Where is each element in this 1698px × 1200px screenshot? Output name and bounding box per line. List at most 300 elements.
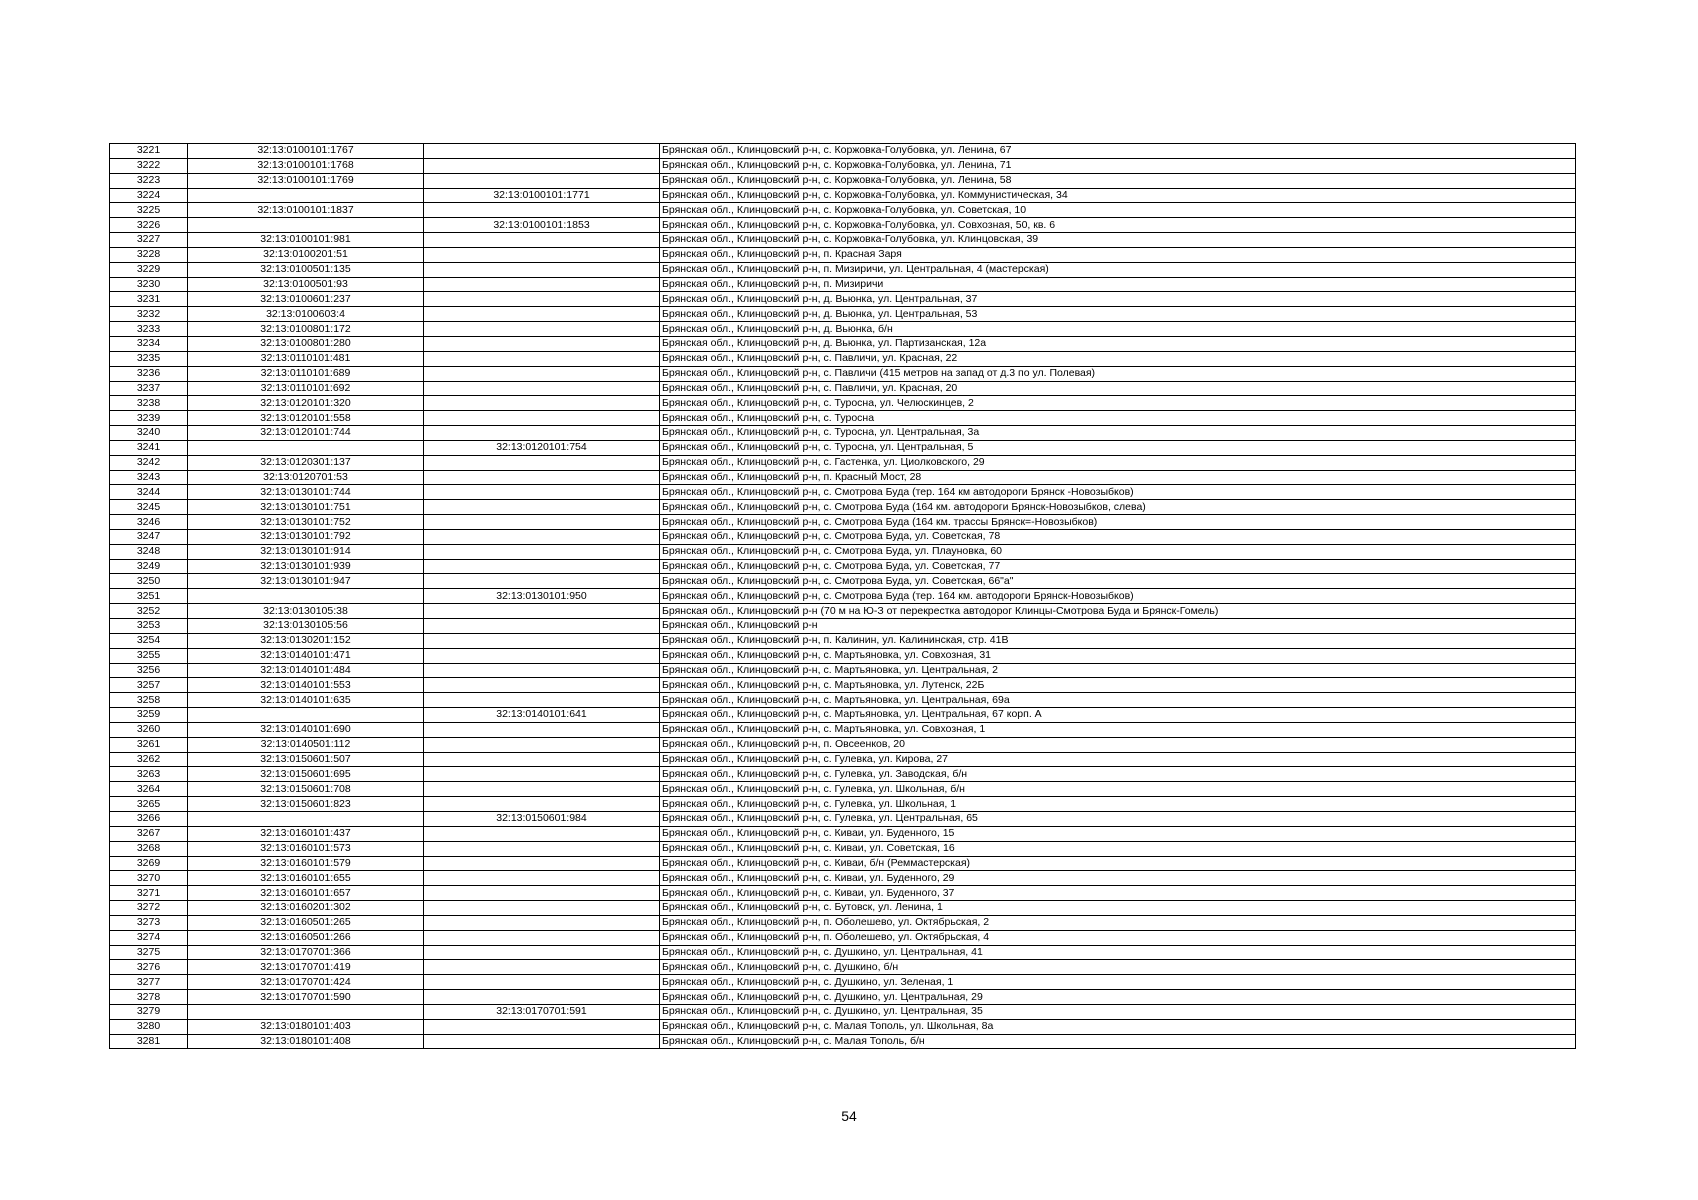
table-row: [110, 1034, 1576, 1049]
address-cell: Брянская обл., Клинцовский р-н, с. Киваи, ул. Буденного, 29: [660, 871, 1576, 886]
cadastral-number-alt-cell: [424, 515, 660, 530]
row-number-cell: 3246: [110, 515, 188, 530]
address-cell: Брянская обл., Клинцовский р-н, с. Туросна: [660, 411, 1576, 426]
cadastral-number-alt-cell: [424, 930, 660, 945]
row-number-cell: 3232: [110, 307, 188, 322]
cadastral-number-alt-cell: 32:13:0150601:984: [424, 811, 660, 826]
table-row: [110, 426, 1576, 441]
address-cell: Брянская обл., Клинцовский р-н, с. Гулевка, ул. Заводская, б/н: [660, 767, 1576, 782]
cadastral-number-cell: [188, 440, 424, 455]
row-number-cell: 3271: [110, 886, 188, 901]
cadastral-number-alt-cell: 32:13:0170701:591: [424, 1004, 660, 1019]
cadastral-number-alt-cell: [424, 485, 660, 500]
row-number-cell: 3248: [110, 544, 188, 559]
cadastral-number-cell: 32:13:0140101:690: [188, 722, 424, 737]
row-number-cell: 3257: [110, 678, 188, 693]
table-row: [110, 663, 1576, 678]
cadastral-number-alt-cell: [424, 915, 660, 930]
table-row: [110, 619, 1576, 634]
table-row: [110, 455, 1576, 470]
table-row: [110, 782, 1576, 797]
address-cell: Брянская обл., Клинцовский р-н, п. Оболешево, ул. Октябрьская, 4: [660, 930, 1576, 945]
cadastral-number-alt-cell: [424, 990, 660, 1005]
row-number-cell: 3255: [110, 648, 188, 663]
cadastral-number-cell: 32:13:0130105:38: [188, 604, 424, 619]
cadastral-number-alt-cell: [424, 737, 660, 752]
cadastral-number-cell: 32:13:0100201:51: [188, 247, 424, 262]
cadastral-number-alt-cell: [424, 663, 660, 678]
row-number-cell: 3251: [110, 589, 188, 604]
registry-table-body: [110, 144, 1576, 1049]
row-number-cell: 3280: [110, 1019, 188, 1034]
cadastral-number-cell: 32:13:0170701:366: [188, 945, 424, 960]
cadastral-number-alt-cell: 32:13:0120101:754: [424, 440, 660, 455]
cadastral-number-cell: 32:13:0100501:93: [188, 277, 424, 292]
table-row: [110, 470, 1576, 485]
cadastral-number-cell: 32:13:0130201:152: [188, 633, 424, 648]
row-number-cell: 3253: [110, 619, 188, 634]
table-row: [110, 722, 1576, 737]
address-cell: Брянская обл., Клинцовский р-н, с. Гулевка, ул. Школьная, 1: [660, 797, 1576, 812]
cadastral-number-alt-cell: [424, 500, 660, 515]
table-row: [110, 203, 1576, 218]
cadastral-number-alt-cell: [424, 426, 660, 441]
row-number-cell: 3247: [110, 529, 188, 544]
row-number-cell: 3276: [110, 960, 188, 975]
cadastral-number-alt-cell: [424, 722, 660, 737]
address-cell: Брянская обл., Клинцовский р-н, с. Мартьяновка, ул. Центральная, 67 корп. А: [660, 708, 1576, 723]
cadastral-number-cell: 32:13:0100501:135: [188, 262, 424, 277]
cadastral-number-cell: 32:13:0100101:1768: [188, 158, 424, 173]
table-row: [110, 559, 1576, 574]
cadastral-number-alt-cell: [424, 574, 660, 589]
table-row: [110, 233, 1576, 248]
cadastral-number-cell: 32:13:0140501:112: [188, 737, 424, 752]
cadastral-number-cell: 32:13:0180101:403: [188, 1019, 424, 1034]
cadastral-number-alt-cell: 32:13:0100101:1853: [424, 218, 660, 233]
table-row: [110, 678, 1576, 693]
cadastral-number-alt-cell: [424, 307, 660, 322]
address-cell: Брянская обл., Клинцовский р-н, с. Туросна, ул. Челюскинцев, 2: [660, 396, 1576, 411]
cadastral-number-cell: 32:13:0160101:655: [188, 871, 424, 886]
table-row: [110, 975, 1576, 990]
cadastral-number-cell: 32:13:0170701:590: [188, 990, 424, 1005]
address-cell: Брянская обл., Клинцовский р-н, п. Красная Заря: [660, 247, 1576, 262]
row-number-cell: 3242: [110, 455, 188, 470]
table-row: [110, 915, 1576, 930]
cadastral-number-cell: 32:13:0100101:981: [188, 233, 424, 248]
address-cell: Брянская обл., Клинцовский р-н, с. Смотрова Буда (164 км. трассы Брянск=-Новозыбков): [660, 515, 1576, 530]
row-number-cell: 3279: [110, 1004, 188, 1019]
cadastral-number-cell: [188, 218, 424, 233]
cadastral-number-alt-cell: [424, 336, 660, 351]
address-cell: Брянская обл., Клинцовский р-н, с. Коржовка-Голубовка, ул. Клинцовская, 39: [660, 233, 1576, 248]
row-number-cell: 3267: [110, 826, 188, 841]
row-number-cell: 3244: [110, 485, 188, 500]
address-cell: Брянская обл., Клинцовский р-н, с. Коржовка-Голубовка, ул. Советская, 10: [660, 203, 1576, 218]
address-cell: Брянская обл., Клинцовский р-н, п. Оболешево, ул. Октябрьская, 2: [660, 915, 1576, 930]
row-number-cell: 3269: [110, 856, 188, 871]
cadastral-number-alt-cell: 32:13:0100101:1771: [424, 188, 660, 203]
address-cell: Брянская обл., Клинцовский р-н, с. Мартьяновка, ул. Центральная, 2: [660, 663, 1576, 678]
cadastral-number-cell: 32:13:0120701:53: [188, 470, 424, 485]
cadastral-number-cell: 32:13:0100603:4: [188, 307, 424, 322]
address-cell: Брянская обл., Клинцовский р-н (70 м на Ю-З от перекрестка автодорог Клинцы-Смотрова Буда и Брянск-Гомель): [660, 604, 1576, 619]
cadastral-number-cell: [188, 589, 424, 604]
cadastral-number-cell: 32:13:0130101:752: [188, 515, 424, 530]
cadastral-number-cell: 32:13:0170701:419: [188, 960, 424, 975]
cadastral-number-alt-cell: [424, 901, 660, 916]
table-row: [110, 544, 1576, 559]
cadastral-number-cell: 32:13:0100801:280: [188, 336, 424, 351]
cadastral-number-alt-cell: [424, 381, 660, 396]
cadastral-number-cell: 32:13:0140101:635: [188, 693, 424, 708]
row-number-cell: 3226: [110, 218, 188, 233]
address-cell: Брянская обл., Клинцовский р-н, с. Коржовка-Голубовка, ул. Коммунистическая, 34: [660, 188, 1576, 203]
row-number-cell: 3254: [110, 633, 188, 648]
registry-table: [109, 143, 1576, 1049]
cadastral-number-cell: 32:13:0130101:939: [188, 559, 424, 574]
table-row: [110, 648, 1576, 663]
row-number-cell: 3265: [110, 797, 188, 812]
table-row: [110, 292, 1576, 307]
row-number-cell: 3225: [110, 203, 188, 218]
cadastral-number-cell: 32:13:0160501:266: [188, 930, 424, 945]
address-cell: Брянская обл., Клинцовский р-н, с. Мартьяновка, ул. Лутенск, 22Б: [660, 678, 1576, 693]
table-row: [110, 604, 1576, 619]
cadastral-number-cell: 32:13:0170701:424: [188, 975, 424, 990]
table-row: [110, 856, 1576, 871]
cadastral-number-alt-cell: [424, 1034, 660, 1049]
table-row: [110, 1004, 1576, 1019]
cadastral-number-cell: 32:13:0160101:579: [188, 856, 424, 871]
address-cell: Брянская обл., Клинцовский р-н, с. Киваи, ул. Буденного, 37: [660, 886, 1576, 901]
row-number-cell: 3235: [110, 351, 188, 366]
cadastral-number-cell: 32:13:0140101:553: [188, 678, 424, 693]
address-cell: Брянская обл., Клинцовский р-н, с. Туросна, ул. Центральная, 5: [660, 440, 1576, 455]
table-row: [110, 930, 1576, 945]
cadastral-number-cell: 32:13:0100101:1837: [188, 203, 424, 218]
table-row: [110, 307, 1576, 322]
address-cell: Брянская обл., Клинцовский р-н, с. Смотрова Буда (тер. 164 км автодороги Брянск -Новозыбков): [660, 485, 1576, 500]
table-row: [110, 797, 1576, 812]
cadastral-number-cell: [188, 1004, 424, 1019]
cadastral-number-alt-cell: [424, 351, 660, 366]
row-number-cell: 3227: [110, 233, 188, 248]
address-cell: Брянская обл., Клинцовский р-н, с. Малая Тополь, б/н: [660, 1034, 1576, 1049]
cadastral-number-cell: 32:13:0120101:558: [188, 411, 424, 426]
table-row: [110, 485, 1576, 500]
address-cell: Брянская обл., Клинцовский р-н, с. Душкино, ул. Зеленая, 1: [660, 975, 1576, 990]
row-number-cell: 3221: [110, 144, 188, 159]
row-number-cell: 3228: [110, 247, 188, 262]
cadastral-number-alt-cell: [424, 262, 660, 277]
row-number-cell: 3275: [110, 945, 188, 960]
row-number-cell: 3262: [110, 752, 188, 767]
cadastral-number-cell: 32:13:0160101:573: [188, 841, 424, 856]
table-row: [110, 277, 1576, 292]
row-number-cell: 3229: [110, 262, 188, 277]
cadastral-number-alt-cell: 32:13:0140101:641: [424, 708, 660, 723]
row-number-cell: 3236: [110, 366, 188, 381]
cadastral-number-cell: 32:13:0100101:1767: [188, 144, 424, 159]
row-number-cell: 3231: [110, 292, 188, 307]
cadastral-number-alt-cell: [424, 411, 660, 426]
address-cell: Брянская обл., Клинцовский р-н, с. Гулевка, ул. Центральная, 65: [660, 811, 1576, 826]
cadastral-number-cell: 32:13:0160101:657: [188, 886, 424, 901]
address-cell: Брянская обл., Клинцовский р-н: [660, 619, 1576, 634]
cadastral-number-alt-cell: [424, 678, 660, 693]
row-number-cell: 3266: [110, 811, 188, 826]
row-number-cell: 3258: [110, 693, 188, 708]
address-cell: Брянская обл., Клинцовский р-н, с. Киваи, ул. Буденного, 15: [660, 826, 1576, 841]
table-row: [110, 811, 1576, 826]
address-cell: Брянская обл., Клинцовский р-н, с. Бутовск, ул. Ленина, 1: [660, 901, 1576, 916]
table-row: [110, 826, 1576, 841]
cadastral-number-cell: 32:13:0110101:481: [188, 351, 424, 366]
row-number-cell: 3237: [110, 381, 188, 396]
cadastral-number-alt-cell: [424, 945, 660, 960]
table-row: [110, 173, 1576, 188]
cadastral-number-alt-cell: [424, 782, 660, 797]
cadastral-number-alt-cell: [424, 455, 660, 470]
cadastral-number-alt-cell: [424, 233, 660, 248]
address-cell: Брянская обл., Клинцовский р-н, с. Киваи, ул. Советская, 16: [660, 841, 1576, 856]
cadastral-number-alt-cell: [424, 619, 660, 634]
cadastral-number-cell: 32:13:0160101:437: [188, 826, 424, 841]
table-row: [110, 218, 1576, 233]
address-cell: Брянская обл., Клинцовский р-н, п. Мизиричи: [660, 277, 1576, 292]
cadastral-number-cell: 32:13:0130101:947: [188, 574, 424, 589]
row-number-cell: 3256: [110, 663, 188, 678]
address-cell: Брянская обл., Клинцовский р-н, с. Душкино, ул. Центральная, 35: [660, 1004, 1576, 1019]
address-cell: Брянская обл., Клинцовский р-н, с. Малая Тополь, ул. Школьная, 8а: [660, 1019, 1576, 1034]
cadastral-number-cell: 32:13:0130105:56: [188, 619, 424, 634]
address-cell: Брянская обл., Клинцовский р-н, с. Павличи, ул. Красная, 20: [660, 381, 1576, 396]
cadastral-number-alt-cell: [424, 826, 660, 841]
address-cell: Брянская обл., Клинцовский р-н, п. Красный Мост, 28: [660, 470, 1576, 485]
table-row: [110, 693, 1576, 708]
cadastral-number-cell: 32:13:0130101:914: [188, 544, 424, 559]
row-number-cell: 3272: [110, 901, 188, 916]
row-number-cell: 3233: [110, 322, 188, 337]
address-cell: Брянская обл., Клинцовский р-н, с. Смотрова Буда (тер. 164 км. автодороги Брянск-Новозыбков): [660, 589, 1576, 604]
address-cell: Брянская обл., Клинцовский р-н, с. Душкино, ул. Центральная, 29: [660, 990, 1576, 1005]
cadastral-number-alt-cell: [424, 975, 660, 990]
table-row: [110, 366, 1576, 381]
cadastral-number-alt-cell: [424, 203, 660, 218]
cadastral-number-alt-cell: [424, 693, 660, 708]
row-number-cell: 3277: [110, 975, 188, 990]
table-row: [110, 381, 1576, 396]
row-number-cell: 3252: [110, 604, 188, 619]
cadastral-number-alt-cell: [424, 158, 660, 173]
table-row: [110, 574, 1576, 589]
row-number-cell: 3230: [110, 277, 188, 292]
address-cell: Брянская обл., Клинцовский р-н, с. Душкино, ул. Центральная, 41: [660, 945, 1576, 960]
cadastral-number-cell: 32:13:0100801:172: [188, 322, 424, 337]
address-cell: Брянская обл., Клинцовский р-н, с. Мартьяновка, ул. Совхозная, 1: [660, 722, 1576, 737]
cadastral-number-alt-cell: [424, 767, 660, 782]
address-cell: Брянская обл., Клинцовский р-н, с. Гулевка, ул. Школьная, б/н: [660, 782, 1576, 797]
cadastral-number-alt-cell: [424, 797, 660, 812]
table-row: [110, 396, 1576, 411]
row-number-cell: 3274: [110, 930, 188, 945]
row-number-cell: 3224: [110, 188, 188, 203]
cadastral-number-alt-cell: [424, 1019, 660, 1034]
cadastral-number-cell: 32:13:0180101:408: [188, 1034, 424, 1049]
row-number-cell: 3239: [110, 411, 188, 426]
row-number-cell: 3223: [110, 173, 188, 188]
address-cell: Брянская обл., Клинцовский р-н, д. Вьюнка, б/н: [660, 322, 1576, 337]
table-row: [110, 440, 1576, 455]
address-cell: Брянская обл., Клинцовский р-н, с. Гастенка, ул. Циолковского, 29: [660, 455, 1576, 470]
cadastral-number-alt-cell: [424, 871, 660, 886]
row-number-cell: 3268: [110, 841, 188, 856]
row-number-cell: 3270: [110, 871, 188, 886]
row-number-cell: 3263: [110, 767, 188, 782]
cadastral-number-alt-cell: [424, 752, 660, 767]
address-cell: Брянская обл., Клинцовский р-н, с. Павличи (415 метров на запад от д.3 по ул. Полевая): [660, 366, 1576, 381]
table-row: [110, 158, 1576, 173]
row-number-cell: 3222: [110, 158, 188, 173]
cadastral-number-alt-cell: [424, 604, 660, 619]
cadastral-number-cell: 32:13:0160201:302: [188, 901, 424, 916]
table-row: [110, 708, 1576, 723]
cadastral-number-alt-cell: [424, 247, 660, 262]
cadastral-number-alt-cell: [424, 366, 660, 381]
address-cell: Брянская обл., Клинцовский р-н, с. Смотрова Буда, ул. Плауновка, 60: [660, 544, 1576, 559]
table-row: [110, 1019, 1576, 1034]
table-row: [110, 144, 1576, 159]
cadastral-number-alt-cell: [424, 322, 660, 337]
address-cell: Брянская обл., Клинцовский р-н, п. Овсеенков, 20: [660, 737, 1576, 752]
cadastral-number-cell: 32:13:0130101:751: [188, 500, 424, 515]
row-number-cell: 3264: [110, 782, 188, 797]
table-row: [110, 188, 1576, 203]
cadastral-number-cell: 32:13:0110101:689: [188, 366, 424, 381]
cadastral-number-cell: 32:13:0150601:708: [188, 782, 424, 797]
table-row: [110, 351, 1576, 366]
cadastral-number-cell: [188, 188, 424, 203]
address-cell: Брянская обл., Клинцовский р-н, с. Коржовка-Голубовка, ул. Совхозная, 50, кв. 6: [660, 218, 1576, 233]
cadastral-number-cell: 32:13:0130101:744: [188, 485, 424, 500]
cadastral-number-cell: 32:13:0140101:484: [188, 663, 424, 678]
address-cell: Брянская обл., Клинцовский р-н, с. Мартьяновка, ул. Совхозная, 31: [660, 648, 1576, 663]
row-number-cell: 3281: [110, 1034, 188, 1049]
cadastral-number-cell: 32:13:0150601:507: [188, 752, 424, 767]
address-cell: Брянская обл., Клинцовский р-н, д. Вьюнка, ул. Центральная, 37: [660, 292, 1576, 307]
address-cell: Брянская обл., Клинцовский р-н, с. Павличи, ул. Красная, 22: [660, 351, 1576, 366]
row-number-cell: 3278: [110, 990, 188, 1005]
row-number-cell: 3249: [110, 559, 188, 574]
row-number-cell: 3240: [110, 426, 188, 441]
row-number-cell: 3241: [110, 440, 188, 455]
table-row: [110, 515, 1576, 530]
row-number-cell: 3260: [110, 722, 188, 737]
cadastral-number-cell: 32:13:0100601:237: [188, 292, 424, 307]
cadastral-number-alt-cell: [424, 886, 660, 901]
row-number-cell: 3273: [110, 915, 188, 930]
row-number-cell: 3243: [110, 470, 188, 485]
address-cell: Брянская обл., Клинцовский р-н, с. Гулевка, ул. Кирова, 27: [660, 752, 1576, 767]
address-cell: Брянская обл., Клинцовский р-н, с. Душкино, б/н: [660, 960, 1576, 975]
cadastral-number-cell: 32:13:0110101:692: [188, 381, 424, 396]
address-cell: Брянская обл., Клинцовский р-н, с. Смотрова Буда (164 км. автодороги Брянск-Новозыбков, слева): [660, 500, 1576, 515]
row-number-cell: 3261: [110, 737, 188, 752]
cadastral-number-alt-cell: [424, 173, 660, 188]
cadastral-number-cell: 32:13:0160501:265: [188, 915, 424, 930]
row-number-cell: 3259: [110, 708, 188, 723]
table-row: [110, 336, 1576, 351]
cadastral-number-alt-cell: [424, 292, 660, 307]
table-row: [110, 901, 1576, 916]
table-row: [110, 633, 1576, 648]
cadastral-number-cell: 32:13:0150601:695: [188, 767, 424, 782]
row-number-cell: 3238: [110, 396, 188, 411]
address-cell: Брянская обл., Клинцовский р-н, д. Вьюнка, ул. Центральная, 53: [660, 307, 1576, 322]
address-cell: Брянская обл., Клинцовский р-н, с. Мартьяновка, ул. Центральная, 69а: [660, 693, 1576, 708]
cadastral-number-alt-cell: [424, 144, 660, 159]
cadastral-number-cell: 32:13:0120301:137: [188, 455, 424, 470]
table-row: [110, 752, 1576, 767]
table-row: [110, 767, 1576, 782]
cadastral-number-alt-cell: [424, 633, 660, 648]
table-row: [110, 990, 1576, 1005]
cadastral-number-alt-cell: [424, 648, 660, 663]
address-cell: Брянская обл., Клинцовский р-н, с. Туросна, ул. Центральная, 3а: [660, 426, 1576, 441]
table-row: [110, 841, 1576, 856]
table-row: [110, 886, 1576, 901]
address-cell: Брянская обл., Клинцовский р-н, с. Смотрова Буда, ул. Советская, 66"а": [660, 574, 1576, 589]
table-row: [110, 529, 1576, 544]
address-cell: Брянская обл., Клинцовский р-н, с. Киваи, б/н (Реммастерская): [660, 856, 1576, 871]
table-row: [110, 871, 1576, 886]
cadastral-number-alt-cell: [424, 841, 660, 856]
table-row: [110, 737, 1576, 752]
table-row: [110, 411, 1576, 426]
address-cell: Брянская обл., Клинцовский р-н, с. Коржовка-Голубовка, ул. Ленина, 67: [660, 144, 1576, 159]
address-cell: Брянская обл., Клинцовский р-н, с. Смотрова Буда, ул. Советская, 77: [660, 559, 1576, 574]
table-row: [110, 500, 1576, 515]
address-cell: Брянская обл., Клинцовский р-н, д. Вьюнка, ул. Партизанская, 12а: [660, 336, 1576, 351]
cadastral-number-alt-cell: 32:13:0130101:950: [424, 589, 660, 604]
address-cell: Брянская обл., Клинцовский р-н, с. Смотрова Буда, ул. Советская, 78: [660, 529, 1576, 544]
row-number-cell: 3234: [110, 336, 188, 351]
cadastral-number-cell: 32:13:0120101:744: [188, 426, 424, 441]
cadastral-number-alt-cell: [424, 470, 660, 485]
cadastral-number-cell: 32:13:0150601:823: [188, 797, 424, 812]
cadastral-number-alt-cell: [424, 856, 660, 871]
address-cell: Брянская обл., Клинцовский р-н, п. Калинин, ул. Калининская, стр. 41В: [660, 633, 1576, 648]
cadastral-number-alt-cell: [424, 544, 660, 559]
row-number-cell: 3250: [110, 574, 188, 589]
table-row: [110, 247, 1576, 262]
cadastral-number-cell: 32:13:0100101:1769: [188, 173, 424, 188]
cadastral-number-alt-cell: [424, 529, 660, 544]
cadastral-number-alt-cell: [424, 396, 660, 411]
cadastral-number-cell: [188, 708, 424, 723]
cadastral-number-alt-cell: [424, 559, 660, 574]
table-row: [110, 945, 1576, 960]
address-cell: Брянская обл., Клинцовский р-н, с. Коржовка-Голубовка, ул. Ленина, 71: [660, 158, 1576, 173]
cadastral-number-cell: 32:13:0120101:320: [188, 396, 424, 411]
table-row: [110, 589, 1576, 604]
cadastral-number-cell: 32:13:0140101:471: [188, 648, 424, 663]
table-row: [110, 960, 1576, 975]
cadastral-number-alt-cell: [424, 960, 660, 975]
cadastral-number-alt-cell: [424, 277, 660, 292]
